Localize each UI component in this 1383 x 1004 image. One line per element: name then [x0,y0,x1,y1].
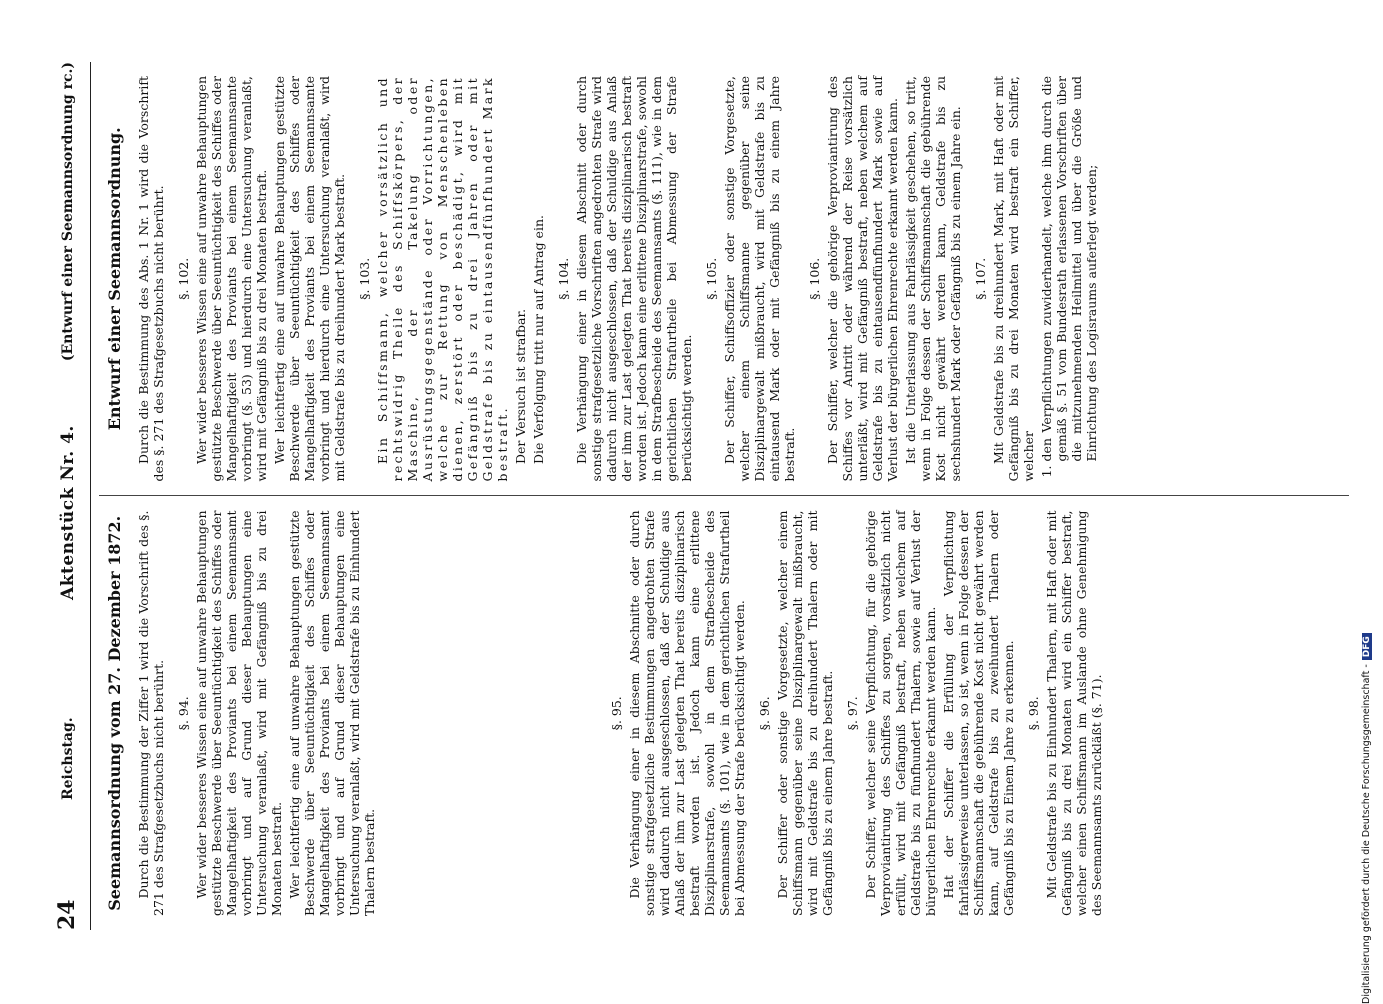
section-number: §. 102. [176,257,192,300]
section-number: §. 97. [845,696,861,731]
paragraph-text: Wer leichtfertig eine auf unwahre Behauptungen gestützte Beschwerde über Seeuntüchtigkeit des Schiffes oder Mangelhaftigkeit des Proviants bei einem Seemannsamt vorbringt und auf Grund dieser Behauptungen eine Untersuchung veranlaßt, wird mit Geldstrafe bis zu Einhundert Thalern bestraft. [287,510,378,916]
paragraph-section [973,76,1099,482]
paragraph-section [556,76,694,482]
running-head-center: Aktenstück Nr. 4. [58,425,78,600]
paragraph-text: Mit Geldstrafe bis zu Einhundert Thalern, mit Haft oder mit Gefängniß bis zu drei Monaten wird ein Schiffer bestraft, welcher einen Schiffsmann im Auslande ohne Genehmigung des Seemannsamts zurückläßt (§. 71). [1044,510,1105,916]
page-number: 24 [54,899,80,930]
running-head-right: (Entwurf einer Seemannsordnung rc.) [60,62,76,362]
paragraph-text: Der Versuch ist strafbar. [513,308,529,464]
paragraph-text: Der Schiffer, welcher seine Verpflichtung, für die gehörige Verproviantirung des Schiffes zu sorgen, vorsätzlich nicht erfüllt, wird mit Gefängniß bestraft, neben welchem auf Geldstrafe bis zu fünfhundert Thalern, sowie auf Verlust der bürgerlichen Ehrenrechte erkannt werden kann. [863,510,939,916]
paragraph-section [136,511,166,917]
paragraph-text: Wer leichtfertig eine auf unwahre Behauptungen gestützte Beschwerde über Seeuntüchtigkeit des Schiffes oder Mangelhaftigkeit des Proviants bei einem Seemannsamte vorbringt und hierdurch eine Untersuchung veranlaßt, wird mit Geldstrafe bis zu dreihundert Mark bestraft. [272,76,348,482]
paragraph-text: Durch die Bestimmung des Abs. 1 Nr. 1 wird die Vorschrift des §. 271 des Strafgesetzbuchs nicht berührt. [136,76,167,482]
paragraph-text: Der Schiffer, Schiffsoffizier oder sonstige Vorgesetzte, welcher einem Schiffsmanne gegenüber seine Disziplinargewalt mißbraucht, wird mit Geldstrafe bis zu eintausend Mark oder mit Gefängniß bis zu einem Jahre bestraft. [722,76,798,482]
paragraph-text: Der Schiffer oder sonstige Vorgesetzte, welcher einem Schiffsmann gegenüber seine Disziplinargewalt mißbraucht, wird mit Geldstrafe bis zu dreihundert Thalern oder mit Gefängniß bis zu einem Jahre bestraft. [775,510,836,916]
dfg-logo-badge: DFG [1362,633,1372,660]
section-number: §. 96. [757,696,773,731]
column-gap [387,511,607,917]
paragraph-section [176,76,347,482]
paragraph-text: Hat der Schiffer die Erfüllung der Verpflichtung fahrlässigerweise unterlassen, so ist, wenn in Folge dessen der Schiffsmannschaft die gebührende Kost nicht gewährt werden kann, auf Geldstrafe bis zu zweihundert Thalern oder Gefängniß bis zu Einem Jahre zu erkennen. [941,510,1017,916]
section-number: §. 107. [973,257,989,300]
running-head-left: Reichstag. [60,717,76,800]
paragraph-text: Wer wider besseres Wissen eine auf unwahre Behauptungen gestützte Beschwerde über Seeuntüchtigkeit des Schiffes oder Mangelhaftigkeit des Proviants bei einem Seemannsamt vorbringt und auf Grund dieser Behauptungen eine Untersuchung veranlaßt, wird mit Gefängniß bis zu drei Monaten bestraft. [194,510,285,916]
paragraph-text: Die Verhängung einer in diesem Abschnitte oder durch sonstige strafgesetzliche Bestimmungen angedrohten Strafe wird dadurch nicht ausgeschlossen, daß der Schuldige aus Anlaß der ihm zur Last gelegten That bereits disziplinarisch bestraft worden ist. Jedoch kann eine erlittene Disziplinarstrafe, sowohl in dem Strafbescheide des Seemannsamts (§. 101), wie in dem gerichtlichen Strafurtheil bei Abmessung der Strafe berücksichtigt werden. [627,510,748,916]
page-header [52,62,91,930]
paragraph-section [1026,511,1104,917]
paragraph-text: Ein Schiffsmann, welcher vorsätzlich und rechtswidrig Theile des Schiffskörpers, der Maschine, der Takelung oder Ausrüstungsgegenstände oder Vorrichtungen, welche zur Rettung von Menschenleben dienen, zerstört oder beschädigt, wird mit Gefängniß bis zu drei Jahren oder mit Geldstrafe bis zu eintausendfünfhundert Mark bestraft. [375,76,511,482]
paragraph-text: Durch die Bestimmung der Ziffer 1 wird die Vorschrift des §. 271 des Strafgesetzbuchs nicht berührt. [136,510,167,916]
section-number: §. 94. [176,696,192,731]
paragraph-section [609,511,747,917]
section-number: §. 98. [1026,696,1042,731]
section-number: §. 105. [704,257,720,300]
paragraph-text: Die Verfolgung tritt nur auf Antrag ein. [531,215,547,464]
paragraph-section [357,76,546,482]
column-title-left: Seemannsordnung vom 27. Dezember 1872. [105,515,124,911]
two-column-body [99,62,1349,930]
enumerated-list [1039,76,1099,482]
paragraph-text: Mit Geldstrafe bis zu dreihundert Mark, mit Haft oder mit Gefängniß bis zu drei Monaten wird bestraft ein Schiffer, welcher [991,76,1037,482]
paragraph-section [704,76,797,482]
paragraph-text: Ist die Unterlassung aus Fahrlässigkeit geschehen, so tritt, wenn in Folge dessen der Schiffsmannschaft die gebührende Kost nicht gewährt werden kann, Geldstrafe bis zu sechshundert Mark oder Gefängniß bis zu einem Jahre ein. [903,76,964,482]
list-item: 1. den Verpflichtungen zuwiderhandelt, welche ihm durch die gemäß §. 51 vom Bundesrath erlassenen Vorschriften über die mitzunehmenden Heilmittel und über die Größe und Einrichtung des Logisraums auferlegt werden; [1039,76,1099,462]
paragraph-text: Der Schiffer, welcher die gehörige Verproviantirung des Schiffes vor Antritt oder während der Reise vorsätzlich unterläßt, wird mit Gefängniß bestraft, neben welchem auf Geldstrafe bis zu eintausendfünfhundert Mark sowie auf Verlust der bürgerlichen Ehrenrechte erkannt werden kann. [825,76,901,482]
paragraph-section [845,511,1016,917]
section-number: §. 104. [556,257,572,300]
paragraph-text: Wer wider besseres Wissen eine auf unwahre Behauptungen gestützte Beschwerde über Seeuntüchtigkeit des Schiffes oder Mangelhaftigkeit des Proviants bei einem Seemannsamte vorbringt (§. 53) und hierdurch eine Untersuchung veranlaßt, wird mit Gefängniß bis zu drei Monaten bestraft. [194,76,270,482]
column-right [99,62,1349,497]
paragraph-section [136,76,166,482]
section-number: §. 103. [357,257,373,300]
digitization-credit [1361,14,1377,1004]
paragraph-section [807,76,963,482]
column-left [99,497,1349,931]
paragraph-section [176,511,377,917]
paragraph-text: Die Verhängung einer in diesem Abschnitt oder durch sonstige strafgesetzliche Vorschriften angedrohten Strafe wird dadurch nicht ausgeschlossen, daß der Schuldige aus Anlaß der ihm zur Last gelegten That bereits disziplinarisch bestraft worden ist. Jedoch kann eine erlittene Disziplinarstrafe, sowohl in dem Strafbescheide des Seemannsamts (§. 111), wie in dem gerichtlichen Strafurtheile bei Abmessung der Strafe berücksichtigt werden. [574,76,695,482]
section-number: §. 106. [807,257,823,300]
section-number: §. 95. [609,696,625,731]
digitization-sidebar [1361,4,1377,1004]
digitization-credit-text: Digitalisierung gefördert durch die Deutsche Forschungsgemeinschaft - [1361,664,1372,1004]
column-title-right: Entwurf einer Seemannsordnung. [105,127,124,431]
paragraph-section [757,511,835,917]
